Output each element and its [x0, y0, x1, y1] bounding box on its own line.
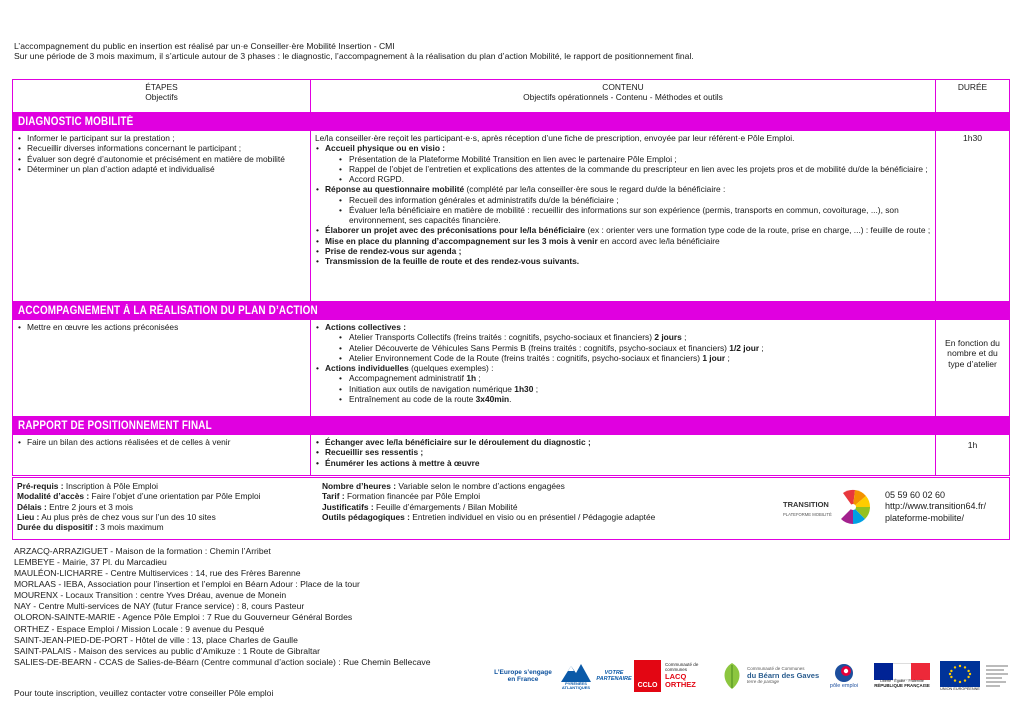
- section-accompagnement-title: ACCOMPAGNEMENT À LA RÉALISATION DU PLAN D’ACTION: [13, 302, 1009, 320]
- site-address: SALIES-DE-BEARN - CCAS de Salies-de-Béarn (Centre communal d’action sociale) : Rue Chemin Bellecave: [14, 656, 431, 667]
- intro-line-1: L’accompagnement du public en insertion est réalisé par un·e Conseiller·ère Mobilité Insertion - CMI: [14, 41, 395, 51]
- republique-francaise-logo: Liberté · Égalité · Fraternité RÉPUBLIQUE FRANÇAISE: [872, 655, 932, 697]
- collective-action: • Atelier Environnement Code de la Route (freins traités : cognitifs, psycho-sociaux et financiers) 1 jour ;: [335, 353, 931, 363]
- accompagnement-objectives: [13, 320, 311, 416]
- bearn-des-gaves-logo: [720, 655, 820, 697]
- votre-partenaire-logo: VOTRE PARTENAIRE: [596, 669, 632, 682]
- diagnostic-item: • Transmission de la feuille de route et des rendez-vous suivants.: [315, 256, 931, 266]
- intro-text: [14, 41, 1014, 62]
- transition-logo: [781, 485, 871, 529]
- diagnostic-subitem: • Accord RGPD.: [335, 174, 931, 184]
- diagnostic-subitem: • Recueil des information générales et administratifs du/de la bénéficiaire ;: [335, 195, 931, 205]
- header-duration: [936, 80, 1009, 112]
- diagnostic-subitem: • Évaluer le/la bénéficiaire en matière de mobilité : recueillir des informations sur son expérience (permis, transports en commun, covoiturage, ...), son environnement, ses capacités financière.: [335, 205, 931, 226]
- diagnostic-objective: • Informer le participant sur la prestation ;: [17, 133, 306, 143]
- diagnostic-item: • Prise de rendez-vous sur agenda ;: [315, 246, 931, 256]
- site-address: NAY - Centre Multi-services de NAY (futur France service) : 8, cours Pasteur: [14, 601, 305, 612]
- site-address: LEMBEYE - Mairie, 37 Pl. du Marcadieu: [14, 557, 167, 568]
- bearn-name-text: du Béarn des Gaves: [747, 670, 820, 680]
- footer-note: Pour toute inscription, veuillez contacter votre conseiller Pôle emploi: [14, 688, 274, 698]
- europe-engage-logo: L’Europe s’engage en France: [494, 668, 552, 683]
- collective-action: • Atelier Découverte de Véhicules Sans Permis B (freins traités : cognitifs, psycho-sociaux et financiers) 1/2 jour ;: [335, 343, 931, 353]
- laco-orthez-logo: [634, 655, 716, 697]
- bearn-small-text: Communauté de Communes: [747, 665, 805, 671]
- info-line: Durée du dispositif : 3 mois maximum: [17, 522, 164, 532]
- website-link[interactable]: http://www.transition64.fr/: [885, 501, 987, 512]
- accompagnement-objective: • Mettre en œuvre les actions préconisées: [17, 322, 306, 332]
- individual-action: • Initiation aux outils de navigation numérique 1h30 ;: [335, 384, 931, 394]
- section-diagnostic-title: DIAGNOSTIC MOBILITÉ: [13, 113, 1009, 131]
- transition-logo-sub: PLATEFORME MOBILITÉ: [783, 512, 832, 517]
- site-address: SAINT-JEAN-PIED-DE-PORT - Hôtel de ville : 13, place Charles de Gaulle: [14, 634, 298, 645]
- eu-flag-icon: [940, 661, 980, 687]
- header-content: [311, 80, 936, 112]
- rapport-duration: 1h: [967, 440, 978, 450]
- contact-block: [885, 490, 986, 524]
- site-address: SAINT-PALAIS - Maison des services au public d’Amikuze : 1 Route de Gibraltar: [14, 645, 321, 656]
- rapport-item: • Recueillir ses ressentis ;: [315, 447, 931, 457]
- transition-logo-name: TRANSITION: [783, 500, 829, 509]
- header-content-title: CONTENU: [602, 82, 644, 92]
- pole-emploi-logo: pôle emploi: [824, 655, 864, 697]
- sites-list: [14, 546, 534, 668]
- collective-action: • Atelier Transports Collectifs (freins traités : cognitifs, psycho-sociaux et financiers) 2 jours ;: [335, 332, 931, 342]
- phone-number: 05 59 60 02 60: [885, 490, 946, 500]
- program-table: [12, 79, 1010, 476]
- header-steps-title: ÉTAPES: [145, 82, 178, 92]
- diagnostic-item: • Élaborer un projet avec des préconisations pour le/la bénéficiaire (ex : orienter vers une formation type code de la route, prise en charge, ...) : feuille de route ;: [315, 225, 931, 235]
- table-header: [13, 80, 1009, 113]
- practical-info-left: [13, 478, 318, 539]
- diagnostic-duration: 1h30: [962, 133, 983, 143]
- website-link-cont[interactable]: plateforme-mobilite/: [885, 512, 965, 523]
- diagnostic-item: • Réponse au questionnaire mobilité (complété par le/la conseiller·ère sous le regard du/de la bénéficiaire : • Recueil des information générales et administratifs du/de la bénéficiaire ; • Évaluer le/la bénéficiaire en matière de mobilité : recueillir des informations sur son expérience (permis, transports en commun, covoiturage, ...), son environnement, ses capacités financière.: [315, 184, 931, 225]
- laco-small-text: Communauté de communes: [665, 661, 699, 672]
- accompagnement-duration: En fonction du nombre et du type d’atelier: [945, 338, 1000, 369]
- site-address: MOURENX - Locaux Transition : centre Yves Dréau, avenue de Monein: [14, 590, 287, 601]
- transition-logo-flower-icon: [841, 490, 870, 524]
- rapport-row: [13, 435, 1009, 475]
- laco-name-text: LACQ ORTHEZ: [665, 671, 696, 689]
- partner-logos: [494, 655, 1014, 697]
- leaf-icon: [720, 661, 744, 691]
- diagnostic-intro: Le/la conseiller·ère reçoit les participant·e·s, après réception d’une fiche de prescription, envoyée par leur référent·e Pôle Emploi.: [315, 133, 795, 143]
- info-line: Outils pédagogiques : Entretien individuel en visio ou en présentiel / Pédagogie adaptée: [322, 511, 656, 522]
- french-flag-icon: [874, 663, 930, 680]
- site-address: ORTHEZ - Espace Emploi / Mission Locale : 9 avenue du Pesqué: [14, 623, 265, 634]
- accompagnement-row: [13, 320, 1009, 417]
- info-line: Délais : Entre 2 jours et 3 mois: [17, 501, 133, 512]
- diagnostic-objective: • Évaluer son degré d’autonomie et précisément en matière de mobilité: [17, 154, 306, 164]
- pole-emploi-icon: [834, 663, 854, 683]
- diagnostic-subitem: • Rappel de l’objet de l’entretien et explications des attentes de la commande du prescripteur en lien avec les projets pros et de mobilité du/de la bénéficiaire ;: [335, 164, 931, 174]
- rapport-objectives: [13, 435, 311, 475]
- small-print-block: [986, 655, 1012, 697]
- header-duration-title: DURÉE: [957, 82, 988, 92]
- info-line: Justificatifs : Feuille d’émargements / Bilan Mobilité: [322, 501, 518, 512]
- individual-actions: • Actions individuelles (quelques exemples) : • Accompagnement administratif 1h ; • Initiation aux outils de navigation numérique 1h30 ; • Entraînement au code de la route 3x40min.: [315, 363, 931, 404]
- practical-info-contact: [773, 478, 1009, 539]
- info-line: Pré-requis : Inscription à Pôle Emploi: [17, 481, 159, 491]
- header-steps-sub: Objectifs: [145, 92, 178, 103]
- section-rapport-title: RAPPORT DE POSITIONNEMENT FINAL: [13, 417, 1009, 435]
- diagnostic-item: • Mise en place du planning d’accompagnement sur les 3 mois à venir en accord avec le/la bénéficiaire: [315, 236, 931, 246]
- header-content-sub: Objectifs opérationnels - Contenu - Méthodes et outils: [523, 92, 723, 103]
- site-address: MORLAAS - IEBA, Association pour l’insertion et l’emploi en Béarn Adour : Place de la tour: [14, 579, 360, 590]
- union-europeenne-logo: UNION EUROPÉENNE: [938, 655, 982, 697]
- diagnostic-objective: • Déterminer un plan d’action adapté et individualisé: [17, 164, 306, 174]
- bearn-tag-text: terre de partage: [747, 679, 780, 685]
- header-steps: [13, 80, 311, 112]
- practical-info-middle: [318, 478, 773, 539]
- diagnostic-subitem: • Présentation de la Plateforme Mobilité Transition en lien avec le partenaire Pôle Emploi ;: [335, 154, 931, 164]
- rapport-content: [311, 435, 936, 475]
- diagnostic-content: [311, 131, 936, 301]
- info-line: Modalité d’accès : Faire l’objet d’une orientation par Pôle Emploi: [17, 491, 261, 502]
- individual-action: • Entraînement au code de la route 3x40min.: [335, 394, 931, 404]
- laco-badge-icon: CCLO: [634, 660, 661, 692]
- info-line: Lieu : Au plus près de chez vous sur l’un des 10 sites: [17, 511, 216, 522]
- practical-info-box: [12, 477, 1010, 540]
- site-address: MAULÉON-LICHARRE - Centre Multiservices : 14, rue des Frères Barenne: [14, 568, 301, 579]
- site-address: ARZACQ-ARRAZIGUET - Maison de la formation : Chemin l’Arribet: [14, 546, 271, 556]
- diagnostic-objective: • Recueillir diverses informations concernant le participant ;: [17, 143, 306, 153]
- rapport-item: • Échanger avec le/la bénéficiaire sur le déroulement du diagnostic ;: [315, 437, 931, 447]
- info-line: Tarif : Formation financée par Pôle Emploi: [322, 491, 481, 502]
- rapport-objective: • Faire un bilan des actions réalisées et de celles à venir: [17, 437, 306, 447]
- diagnostic-objectives: [13, 131, 311, 301]
- pyrenees-atlantiques-logo: PYRÉNÉES ATLANTIQUES: [556, 655, 596, 697]
- site-address: OLORON-SAINTE-MARIE - Agence Pôle Emploi : 7 Rue du Gouverneur Général Bordes: [14, 612, 353, 623]
- rapport-item: • Énumérer les actions à mettre à œuvre: [315, 458, 931, 468]
- diagnostic-row: [13, 131, 1009, 302]
- intro-line-2: Sur une période de 3 mois maximum, il s’articule autour de 3 phases : le diagnostic, l’accompagnement à la réalisation du plan d’action Mobilité, le rapport de positionnement final.: [14, 51, 694, 62]
- accompagnement-content: [311, 320, 936, 416]
- diagnostic-item: • Accueil physique ou en visio : • Présentation de la Plateforme Mobilité Transition en lien avec le partenaire Pôle Emploi ; • Rappel de l’objet de l’entretien et explications des attentes de la commande du prescripteur en lien avec les projets pros et de mobilité du/de la bénéficiaire ; • Accord RGPD.: [315, 143, 931, 184]
- individual-action: • Accompagnement administratif 1h ;: [335, 373, 931, 383]
- mountain-icon: [561, 662, 591, 682]
- collective-actions: • Actions collectives : • Atelier Transports Collectifs (freins traités : cognitifs, psycho-sociaux et financiers) 2 jours ; • Atelier Découverte de Véhicules Sans Permis B (freins traités : cognitifs, psycho-sociaux et financiers) 1/2 jour ; • Atelier Environnement Code de la Route (freins traités : cognitifs, psycho-sociaux et financiers) 1 jour ;: [315, 322, 931, 363]
- info-line: Nombre d’heures : Variable selon le nombre d’actions engagées: [322, 481, 565, 491]
